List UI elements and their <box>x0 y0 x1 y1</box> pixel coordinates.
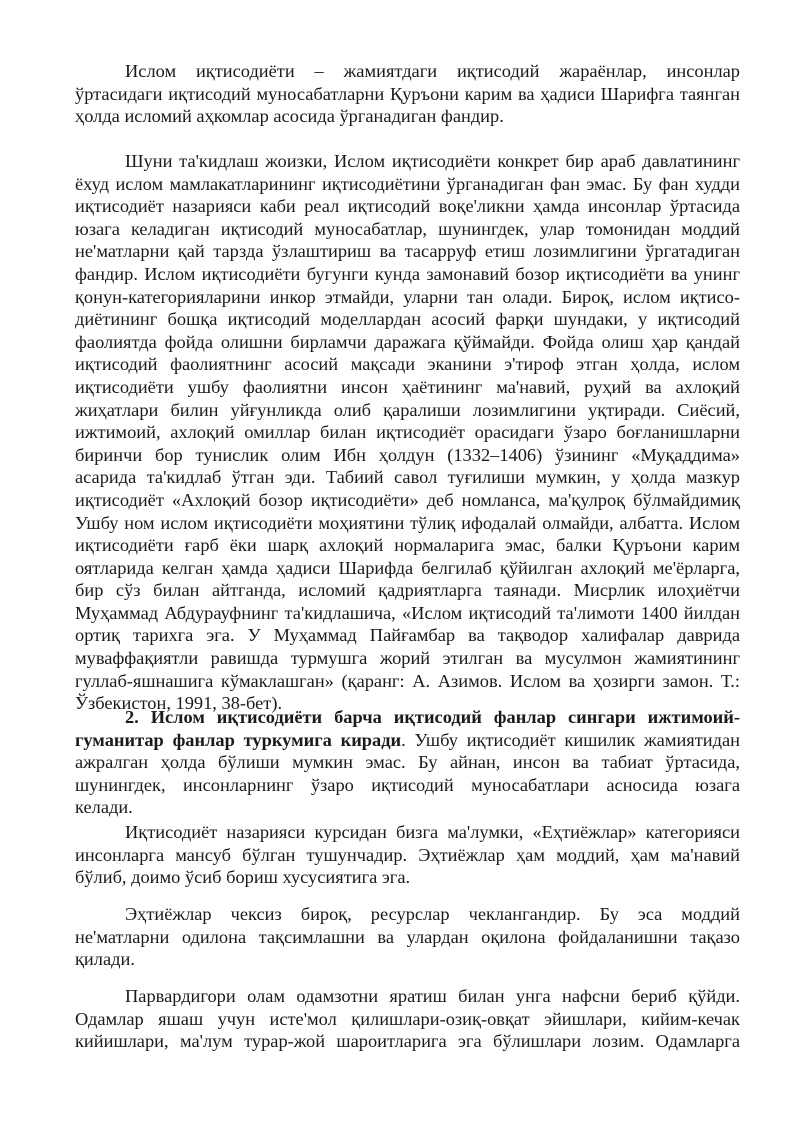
text-line: шунингдек, инсонларнинг ўзаро иқтисодий муносабатлари асносида юзага <box>75 774 740 795</box>
text-line: Одамлар яшаш учун исте'мол қилишлари-озиқ-овқат эйишлари, кийим-кечак <box>75 1008 740 1029</box>
text-line: Парвардигори олам одамзотни яратиш билан унга нафсни бериб қўйди. <box>125 986 740 1006</box>
text-line: гуллаб-яшнашига кўмаклашган» (қаранг: А. Азимов. Ислом ва ҳозирги замон. Т.: <box>75 670 740 691</box>
text-line: юзага келадиган иқтисодий муносабатлар, шунингдек, улар томонидан моддий <box>75 218 740 239</box>
text-line: Шуни та'кидлаш жоизки, Ислом иқтисодиёти конкрет бир араб давлатининг <box>125 151 740 171</box>
text-line: Муҳаммад Абдурауфнинг та'кидлашича, «Ислом иқтисодий та'лимоти 1400 йилдан <box>75 602 740 623</box>
section-heading: 2. Ислом иқтисодиёти барча иқтисодий фанлар сингари ижтимоий- <box>125 707 740 727</box>
text-line: қилади. <box>75 949 135 970</box>
text-line: бир сўз билан айтганда, исломий қадриятларга таянади. Мисрлик илоҳиётчи <box>75 580 740 601</box>
text-line: фаолиятда фойда олишни бирламчи даражага қўймайди. Фойда олиш ҳар қандай <box>75 331 740 352</box>
paragraph-6 <box>75 985 740 1053</box>
text-line: фандир. Ислом иқтисодиёти бугунги кунда замонавий бозор иқтисодиёти ва унинг <box>75 263 740 284</box>
text-line: иқтисодиёти ғарб ёки шарқ ахлоқий нормаларига эмас, балки Қуръони карим <box>75 535 740 556</box>
text-line: ажралган ҳолда бўлиши мумкин эмас. Бу айнан, инсон ва табиат ўртасида, <box>75 752 740 773</box>
paragraph-1 <box>75 60 740 128</box>
paragraph-3 <box>75 706 740 819</box>
text-line: Иқтисодиёт назарияси курсидан бизга ма'лумки, «Еҳтиёжлар» категорияси <box>125 822 740 842</box>
text-line: не'матларни одилона тақсимлашни ва улардан оқилона фойдаланишни тақазо <box>75 926 740 947</box>
text-line: бўлиб, доимо ўсиб бориш хусусиятига эга. <box>75 867 411 888</box>
text-line: не'матларни қай тарзда ўзлаштириш ва тасарруф етиш лозимлигини ўргатадиган <box>75 241 740 262</box>
text-line: ҳолда исломий аҳкомлар асосида ўрганадиган фандир. <box>75 106 504 127</box>
text-line: биринчи бор тунислик олим Ибн ҳолдун (1332–1406) ўзининг «Муқаддима» <box>75 444 740 465</box>
text-line: қонун-категорияларини инкор этмайди, уларни тан олади. Бироқ, ислом иқтисо- <box>75 286 740 307</box>
text-line: иқтисодиёти ушбу фаолиятни инсон ҳаётининг ма'навий, руҳий ва ахлоқий <box>75 376 740 397</box>
text-line: ижтимоий, ахлоқий омиллар билан иқтисодиёт орасидаги ўзаро боғланишларни <box>75 422 740 443</box>
text-line: инсонларга мансуб бўлган тушунчадир. Эҳтиёжлар ҳам моддий, ҳам ма'навий <box>75 844 740 865</box>
text-run: . Ушбу иқтисодиёт кишилик жамиятидан <box>401 729 740 750</box>
text-line: Ўзбекистон, 1991, 38-бет). <box>75 693 283 714</box>
text-line: ортиқ тарихга эга. У Муҳаммад Пайғамбар ва тақводор халифалар даврида <box>75 625 740 646</box>
section-heading: гуманитар фанлар туркумига киради <box>75 729 402 750</box>
text-line: иқтисодий фаолиятнинг асосий мақсади эканини э'тироф этган ҳолда, ислом <box>75 354 740 375</box>
text-line: муваффақиятли равишда турмушга жорий этилган ва мусулмон жамиятининг <box>75 648 740 669</box>
text-line: диётининг бошқа иқтисодий моделлардан асосий фарқи шундаки, у иқтисодий <box>75 309 740 330</box>
text-line: иқтисодиёт «Ахлоқий бозор иқтисодиёти» деб номланса, ма'қулроқ бўлмайдимиқ <box>75 489 740 510</box>
text-line: Эҳтиёжлар чексиз бироқ, ресурслар чеклангандир. Бу эса моддий <box>125 904 740 924</box>
text-line <box>75 729 740 752</box>
text-line: жиҳатлари билин уйғунликда олиб қаралиши лозимлигини уқтиради. Сиёсий, <box>75 399 740 420</box>
text-line: келади. <box>75 797 133 818</box>
text-line <box>75 706 740 729</box>
text-line: асарида та'кидлаб ўтган эди. Табиий савол туғилиши мумкин, у ҳолда мазкур <box>75 467 740 488</box>
text-line: Ушбу ном ислом иқтисодиёти моҳиятини тўлиқ ифодалай олмайди, албатта. Ислом <box>75 512 740 533</box>
text-line: кийишлари, ма'лум турар-жой шароитларига эга бўлишлари лозим. Одамларга <box>75 1031 740 1052</box>
text-line: оятларида келган ҳамда ҳадиси Шарифда белгилаб қўйилган ахлоқий ме'ёрларга, <box>75 557 740 578</box>
paragraph-2 <box>75 150 740 715</box>
text-line: Ислом иқтисодиёти – жамиятдаги иқтисодий жараёнлар, инсонлар <box>125 61 740 81</box>
text-line: ёхуд ислом мамлакатларининг иқтисодиётини ўрганадиган фан эмас. Бу фан худди <box>75 173 740 194</box>
text-line: ўртасидаги иқтисодий муносабатларни Қуръони карим ва ҳадиси Шарифга таянган <box>75 83 740 104</box>
paragraph-4 <box>75 821 740 889</box>
text-line: иқтисодиёт назарияси каби реал иқтисодий воқе'ликни ҳамда инсонлар ўртасида <box>75 196 740 217</box>
paragraph-5 <box>75 903 740 971</box>
